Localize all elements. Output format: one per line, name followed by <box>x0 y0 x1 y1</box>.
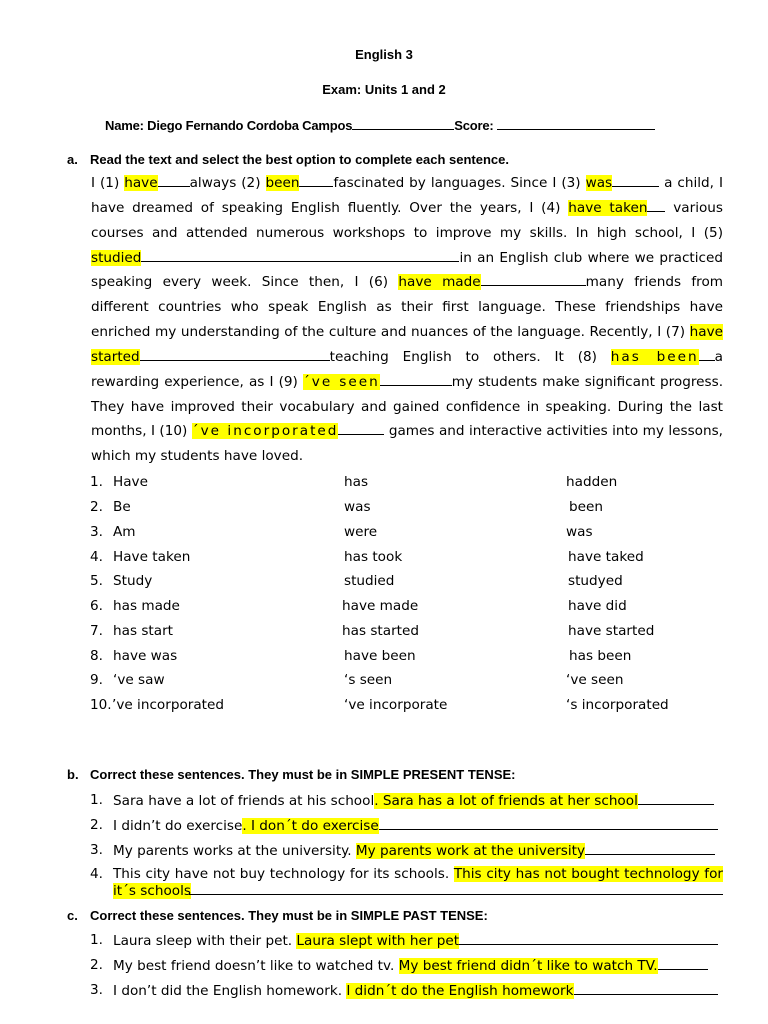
section-b-instruction: Correct these sentences. They must be in SIMPLE PRESENT TENSE: <box>90 767 516 782</box>
score-label: Score: <box>454 118 494 133</box>
past-answer-3: I didn´t do the English homework <box>346 983 574 999</box>
reading-passage: I (1) have always (2) been fascinated by languages. Since I (3) was a child, I have dreamed of speaking English fluently. Over the years, I (4) have taken various courses and attended numerous workshops to improve my skills. In high school, I (5) studied in an English club where we practiced speaking every week. Since then, I (6) have made many friends from different countries who speak English as their first language. These friendships have enriched my understanding of the culture and nuances of the language. Recently, I (7) have started teaching English to others. It (8) has been a rewarding experience, as I (9) ´ve seen my students make significant progress. They have improved their vocabulary and gained confidence in speaking. During the last months, I (10) ´ve incorporated games and interactive activities into my lessons, which my students have loved. <box>91 175 724 465</box>
past-item-1: 1. Laura sleep with their pet. Laura slept with her pet <box>90 932 723 949</box>
past-answer-2: My best friend didn´t like to watch TV. <box>398 958 658 974</box>
option-row: 5. Study studied studyed <box>90 573 623 589</box>
answer-3: was <box>585 175 613 191</box>
course-title: English 3 <box>355 47 413 62</box>
option-row: 3. Am were was <box>90 524 593 540</box>
option-row: 9. ‘ve saw ‘s seen ‘ve seen <box>90 672 624 688</box>
past-answer-1: Laura slept with her pet <box>296 933 460 949</box>
section-c-instruction: Correct these sentences. They must be in SIMPLE PAST TENSE: <box>90 908 488 923</box>
answer-2: been <box>265 175 300 191</box>
name-underline <box>352 117 454 130</box>
option-row: 2. Be was been <box>90 499 603 515</box>
section-b-letter: b. <box>67 767 79 782</box>
present-item-4: 4. This city have not buy technology for its schools. This city has not bought technology for it´s schools <box>90 866 723 899</box>
answer-5: studied <box>91 249 142 266</box>
section-a-instruction: Read the text and select the best option to complete each sentence. <box>90 152 509 167</box>
option-row: 1. Have has hadden <box>90 474 618 490</box>
present-item-3: 3. My parents works at the university. My parents work at the university <box>90 842 723 859</box>
option-row: 7. has start has started have started <box>90 623 655 639</box>
section-a-letter: a. <box>67 152 78 167</box>
answer-10: ´ve incorporated <box>191 423 339 440</box>
answer-1: have <box>124 175 158 191</box>
present-item-1: 1. Sara have a lot of friends at his school. Sara has a lot of friends at her school <box>90 792 723 809</box>
answer-8: has been <box>610 348 699 365</box>
present-item-2: 2. I didn’t do exercise. I don´t do exercise <box>90 817 723 834</box>
option-row: 4. Have taken has took have taked <box>90 549 644 565</box>
name-score-line <box>105 117 655 133</box>
option-row: 6. has made have made have did <box>90 598 627 614</box>
present-answer-1: . Sara has a lot of friends at her school <box>374 793 638 809</box>
option-row: 10. ’ve incorporated ‘ve incorporate ‘s incorporated <box>90 697 669 713</box>
present-answer-3: My parents work at the university <box>355 843 586 859</box>
section-c-letter: c. <box>67 908 78 923</box>
past-item-3: 3. I don’t did the English homework. I didn´t do the English homework <box>90 982 723 999</box>
answer-9: ´ve seen <box>302 373 380 390</box>
answer-6: have made <box>398 274 481 291</box>
answer-7: have started <box>91 324 723 365</box>
option-row: 8. have was have been has been <box>90 648 632 664</box>
score-blank <box>497 117 655 130</box>
student-name: Name: Diego Fernando Cordoba Campos <box>105 118 353 133</box>
present-answer-4: This city has not bought technology for it´s schools <box>113 866 723 899</box>
answer-4: have taken <box>568 199 648 216</box>
past-item-2: 2. My best friend doesn’t like to watched tv. My best friend didn´t like to watch TV. <box>90 957 723 974</box>
exam-title: Exam: Units 1 and 2 <box>322 82 446 97</box>
present-answer-2: . I don´t do exercise <box>242 818 379 834</box>
